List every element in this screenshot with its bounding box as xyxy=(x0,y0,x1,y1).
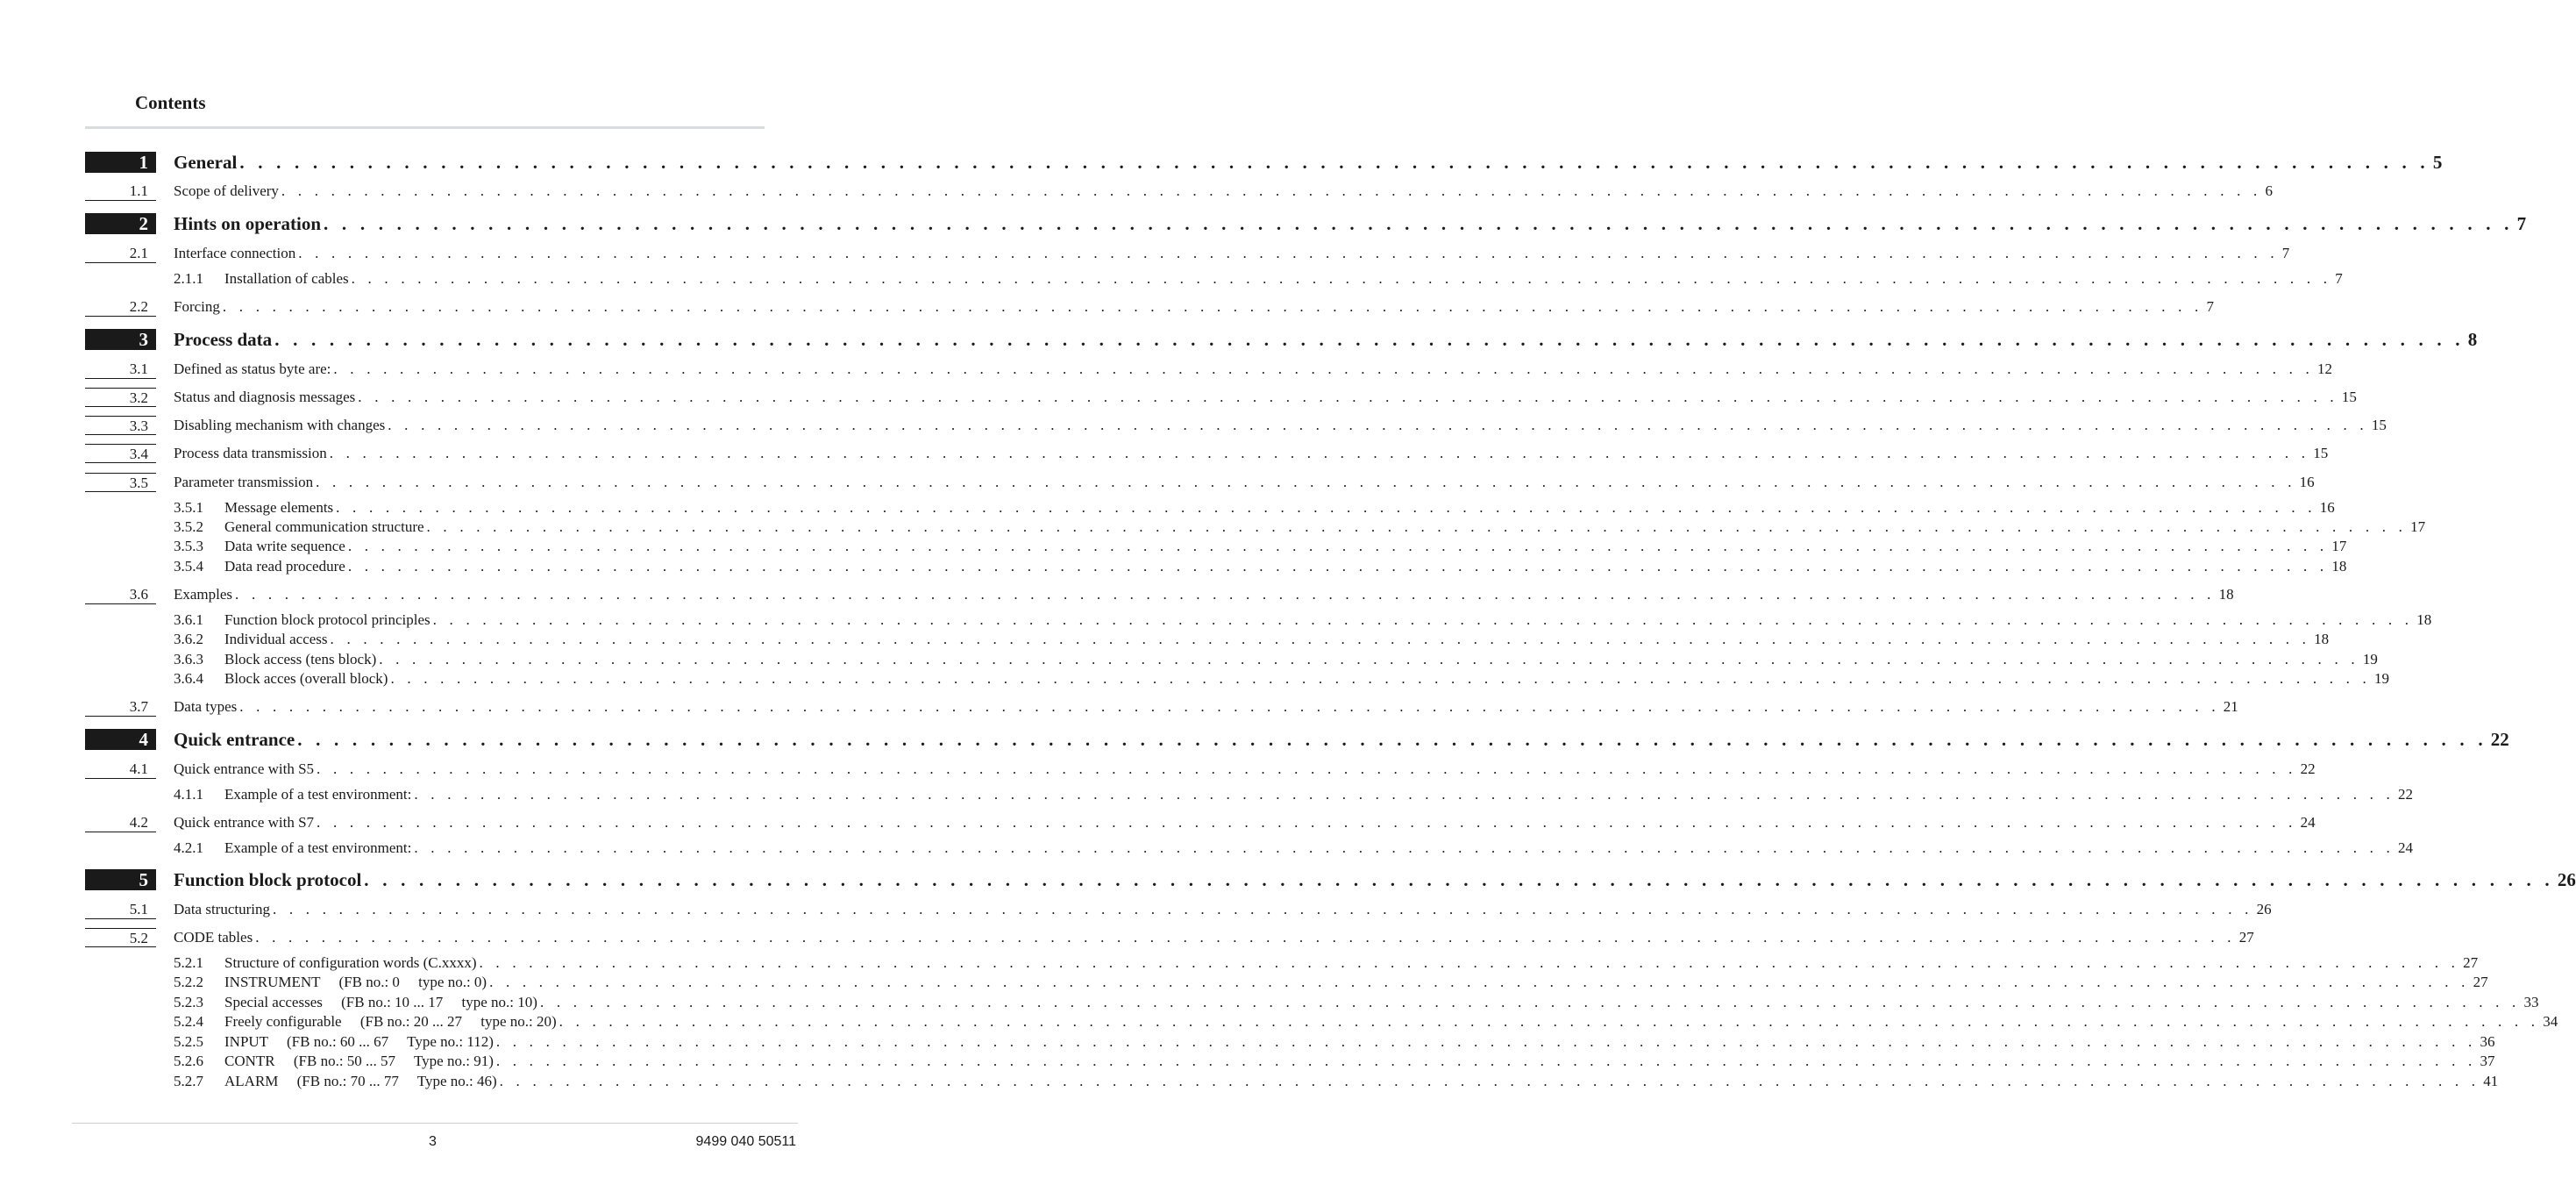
page-reference: 27 xyxy=(2473,974,2488,990)
page-reference: 7 xyxy=(2335,270,2343,287)
section-number: 2.1 xyxy=(85,244,156,263)
entry-title-text: General communication structure xyxy=(224,518,424,535)
entry-title xyxy=(174,1032,494,1052)
page-reference: 17 xyxy=(2410,518,2426,535)
entry-title xyxy=(174,498,333,518)
page-reference: 18 xyxy=(2331,558,2347,575)
entry-title-text: Block access (tens block) xyxy=(224,651,377,667)
page-reference: 7 xyxy=(2206,298,2214,315)
page-reference: 41 xyxy=(2483,1073,2499,1089)
entry-title-text: Data structuring xyxy=(174,901,270,917)
dot-leader: . . . . . . . . . . . . . . . . . . . . . . . . . . . . . . . . . . . . . . . . . . . . . . . . . . . . . . . . . . . . . . . . . . . . . . . . . . . . . . . . . . . . . . . . . . . . . . . . . . . . . . . . . . . . . . . . . . . . . . . . xyxy=(235,586,2216,603)
subsection-number: 5.2.6 xyxy=(174,1053,203,1069)
page-number: 3 xyxy=(429,1134,437,1149)
entry-title-text: Process data transmission xyxy=(174,445,327,461)
entry-title-text: Examples xyxy=(174,586,233,603)
dot-leader: . . . . . . . . . . . . . . . . . . . . . . . . . . . . . . . . . . . . . . . . . . . . . . . . . . . . . . . . . . . . . . . . . . . . . . . . . . . . . . . . . . . . . . . . . . . . . . . . . . . . . . . . . . . . . . . . . . . . . . . . xyxy=(379,651,2359,667)
page-reference: 17 xyxy=(2331,538,2347,554)
entry-title xyxy=(174,269,349,289)
subsection-number: 5.2.4 xyxy=(174,1013,203,1030)
page-reference: 36 xyxy=(2480,1033,2495,1050)
dot-leader: . . . . . . . . . . . . . . . . . . . . . . . . . . . . . . . . . . . . . . . . . . . . . . . . . . . . . . . . . . . . . . . . . . . . . . . . . . . . . . . . . . . . . . . . . . . . . . . . . . . . . . . . . . . . . . . . . . . . . . . . xyxy=(239,698,2220,715)
page-reference: 18 xyxy=(2314,631,2330,647)
entry-title-text: Individual access xyxy=(224,631,328,647)
section-number: 3.5 xyxy=(85,473,156,492)
dot-leader: . . . . . . . . . . . . . . . . . . . . . . . . . . . . . . . . . . . . . . . . . . . . . . . . . . . . . . . . . . . . . . . . . . . . . . . . . . . . . . . . . . . . . . . . . . . . . . . . . . . . . . . . . . . . . . . . . . . . . . . . xyxy=(347,558,2329,575)
subsection-number: 3.5.3 xyxy=(174,538,203,554)
dot-leader: . . . . . . . . . . . . . . . . . . . . . . . . . . . . . . . . . . . . . . . . . . . . . . . . . . . . . . . . . . . . . . . . . . . . . . . . . . . . . . . . . . . . . . . . . . . . . . . . . . . . . . . . . . . . . . . . . . . . . . . . xyxy=(255,929,2236,946)
page-reference: 16 xyxy=(2299,474,2315,490)
entry-title xyxy=(174,729,295,750)
entry-title-text: CODE tables xyxy=(174,929,253,946)
entry-title-text: Block acces (overall block) xyxy=(224,670,388,687)
subsection-number: 5.2.7 xyxy=(174,1073,203,1089)
section-number: 3.2 xyxy=(85,388,156,407)
entry-title xyxy=(174,1072,497,1091)
page-reference: 7 xyxy=(2281,245,2290,261)
page-reference: 22 xyxy=(2397,786,2413,803)
dot-leader: . . . . . . . . . . . . . . . . . . . . . . . . . . . . . . . . . . . . . . . . . . . . . . . . . . . . . . . . . . . . . . . . . . . . . . . . . . . . . . . . . . . . . . . . . . . . . . . . . . . . . . . . . . . . . . . . . . . . . . . . xyxy=(239,152,2430,173)
entry-title xyxy=(174,973,487,992)
subsection-number: 5.2.1 xyxy=(174,954,203,971)
entry-title xyxy=(174,388,355,407)
page-reference: 33 xyxy=(2523,994,2539,1010)
entry-title-text: INPUT (FB no.: 60 ... 67 Type no.: 112) xyxy=(224,1033,494,1050)
dot-leader: . . . . . . . . . . . . . . . . . . . . . . . . . . . . . . . . . . . . . . . . . . . . . . . . . . . . . . . . . . . . . . . . . . . . . . . . . . . . . . . . . . . . . . . . . . . . . . . . . . . . . . . . . . . . . . . . . . . . . . . . xyxy=(539,994,2521,1010)
page-reference: 8 xyxy=(2467,329,2478,350)
dot-leader: . . . . . . . . . . . . . . . . . . . . . . . . . . . . . . . . . . . . . . . . . . . . . . . . . . . . . . . . . . . . . . . . . . . . . . . . . . . . . . . . . . . . . . . . . . . . . . . . . . . . . . . . . . . . . . . . . . . . . . . . xyxy=(329,445,2310,461)
entry-title xyxy=(174,869,361,890)
entry-title xyxy=(174,416,385,435)
entry-title xyxy=(174,473,313,492)
entry-title-text: Scope of delivery xyxy=(174,182,279,199)
page-reference: 27 xyxy=(2238,929,2254,946)
entry-title-text: Installation of cables xyxy=(224,270,349,287)
entry-title xyxy=(174,152,237,173)
dot-leader: . . . . . . . . . . . . . . . . . . . . . . . . . . . . . . . . . . . . . . . . . . . . . . . . . . . . . . . . . . . . . . . . . . . . . . . . . . . . . . . . . . . . . . . . . . . . . . . . . . . . . . . . . . . . . . . . . . . . . . . . xyxy=(414,839,2395,856)
chapter-number: 1 xyxy=(85,152,156,173)
entry-title-text: General xyxy=(174,152,238,173)
entry-title xyxy=(174,182,279,201)
entry-title xyxy=(174,813,314,832)
entry-title-text: Defined as status byte are: xyxy=(174,360,331,377)
entry-title xyxy=(174,329,272,350)
entry-title xyxy=(174,900,270,919)
dot-leader: . . . . . . . . . . . . . . . . . . . . . . . . . . . . . . . . . . . . . . . . . . . . . . . . . . . . . . . . . . . . . . . . . . . . . . . . . . . . . . . . . . . . . . . . . . . . . . . . . . . . . . . . . . . . . . . . . . . . . . . . xyxy=(317,760,2297,777)
section-number: 5.1 xyxy=(85,900,156,919)
entry-title xyxy=(174,1012,557,1032)
entry-title-text: Disabling mechanism with changes xyxy=(174,417,386,433)
subsection-number: 3.6.2 xyxy=(174,631,203,647)
section-number: 4.2 xyxy=(85,813,156,832)
entry-title-text: Quick entrance with S7 xyxy=(174,814,315,831)
page-reference: 37 xyxy=(2480,1053,2495,1069)
dot-leader: . . . . . . . . . . . . . . . . . . . . . . . . . . . . . . . . . . . . . . . . . . . . . . . . . . . . . . . . . . . . . . . . . . . . . . . . . . . . . . . . . . . . . . . . . . . . . . . . . . . . . . . . . . . . . . . . . . . . . . . . xyxy=(414,786,2395,803)
dot-leader: . . . . . . . . . . . . . . . . . . . . . . . . . . . . . . . . . . . . . . . . . . . . . . . . . . . . . . . . . . . . . . . . . . . . . . . . . . . . . . . . . . . . . . . . . . . . . . . . . . . . . . . . . . . . . . . . . . . . . . . . xyxy=(426,518,2408,535)
footer-divider xyxy=(72,1123,798,1124)
dot-leader: . . . . . . . . . . . . . . . . . . . . . . . . . . . . . . . . . . . . . . . . . . . . . . . . . . . . . . . . . . . . . . . . . . . . . . . . . . . . . . . . . . . . . . . . . . . . . . . . . . . . . . . . . . . . . . . . . . . . . . . . xyxy=(432,611,2414,628)
entry-title-text: Example of a test environment: xyxy=(224,839,412,856)
entry-title-text: Special accesses (FB no.: 10 ... 17 type no.: 10) xyxy=(224,994,537,1010)
entry-title-text: Hints on operation xyxy=(174,213,322,234)
dot-leader: . . . . . . . . . . . . . . . . . . . . . . . . . . . . . . . . . . . . . . . . . . . . . . . . . . . . . . . . . . . . . . . . . . . . . . . . . . . . . . . . . . . . . . . . . . . . . . . . . . . . . . . . . . . . . . . . . . . . . . . . xyxy=(273,901,2253,917)
entry-title-text: Data read procedure xyxy=(224,558,345,575)
entry-title-text: Message elements xyxy=(224,499,334,516)
chapter-number: 5 xyxy=(85,869,156,890)
section-number: 1.1 xyxy=(85,182,156,201)
entry-title-text: Parameter transmission xyxy=(174,474,314,490)
entry-title-text: Quick entrance xyxy=(174,729,295,750)
chapter-number: 3 xyxy=(85,329,156,350)
entry-title xyxy=(174,650,376,669)
entry-title xyxy=(174,1052,494,1071)
entry-title xyxy=(174,760,314,779)
dot-leader: . . . . . . . . . . . . . . . . . . . . . . . . . . . . . . . . . . . . . . . . . . . . . . . . . . . . . . . . . . . . . . . . . . . . . . . . . . . . . . . . . . . . . . . . . . . . . . . . . . . . . . . . . . . . . . . . . . . . . . . . xyxy=(351,270,2332,287)
entry-title-text: CONTR (FB no.: 50 ... 57 Type no.: 91) xyxy=(224,1053,494,1069)
entry-title xyxy=(174,839,411,858)
entry-title xyxy=(174,785,411,804)
entry-title-text: Quick entrance with S5 xyxy=(174,760,315,777)
dot-leader: . . . . . . . . . . . . . . . . . . . . . . . . . . . . . . . . . . . . . . . . . . . . . . . . . . . . . . . . . . . . . . . . . . . . . . . . . . . . . . . . . . . . . . . . . . . . . . . . . . . . . . . . . . . . . . . . . . . . . . . . xyxy=(347,538,2329,554)
section-number: 3.4 xyxy=(85,444,156,463)
entry-title xyxy=(174,630,328,649)
page-reference: 22 xyxy=(2490,729,2509,750)
dot-leader: . . . . . . . . . . . . . . . . . . . . . . . . . . . . . . . . . . . . . . . . . . . . . . . . . . . . . . . . . . . . . . . . . . . . . . . . . . . . . . . . . . . . . . . . . . . . . . . . . . . . . . . . . . . . . . . . . . . . . . . . xyxy=(364,869,2554,890)
page-reference: 5 xyxy=(2432,152,2443,173)
subsection-number: 3.5.4 xyxy=(174,558,203,575)
entry-title-text: Example of a test environment: xyxy=(224,786,412,803)
dot-leader: . . . . . . . . . . . . . . . . . . . . . . . . . . . . . . . . . . . . . . . . . . . . . . . . . . . . . . . . . . . . . . . . . . . . . . . . . . . . . . . . . . . . . . . . . . . . . . . . . . . . . . . . . . . . . . . . . . . . . . . . xyxy=(317,814,2297,831)
dot-leader: . . . . . . . . . . . . . . . . . . . . . . . . . . . . . . . . . . . . . . . . . . . . . . . . . . . . . . . . . . . . . . . . . . . . . . . . . . . . . . . . . . . . . . . . . . . . . . . . . . . . . . . . . . . . . . . . . . . . . . . . xyxy=(499,1073,2480,1089)
entry-title xyxy=(174,953,477,973)
dot-leader: . . . . . . . . . . . . . . . . . . . . . . . . . . . . . . . . . . . . . . . . . . . . . . . . . . . . . . . . . . . . . . . . . . . . . . . . . . . . . . . . . . . . . . . . . . . . . . . . . . . . . . . . . . . . . . . . . . . . . . . . xyxy=(495,1033,2477,1050)
dot-leader: . . . . . . . . . . . . . . . . . . . . . . . . . . . . . . . . . . . . . . . . . . . . . . . . . . . . . . . . . . . . . . . . . . . . . . . . . . . . . . . . . . . . . . . . . . . . . . . . . . . . . . . . . . . . . . . . . . . . . . . . xyxy=(479,954,2460,971)
entry-title xyxy=(174,669,388,689)
entry-title xyxy=(174,537,345,556)
page-reference: 21 xyxy=(2223,698,2238,715)
subsection-number: 3.6.3 xyxy=(174,651,203,667)
dot-leader: . . . . . . . . . . . . . . . . . . . . . . . . . . . . . . . . . . . . . . . . . . . . . . . . . . . . . . . . . . . . . . . . . . . . . . . . . . . . . . . . . . . . . . . . . . . . . . . . . . . . . . . . . . . . . . . . . . . . . . . . xyxy=(388,417,2368,433)
entry-title xyxy=(174,213,321,234)
section-number: 3.6 xyxy=(85,585,156,604)
entry-title xyxy=(174,518,424,537)
subsection-number: 5.2.2 xyxy=(174,974,203,990)
entry-title xyxy=(174,360,331,379)
page-reference: 18 xyxy=(2218,586,2234,603)
entry-title-text: ALARM (FB no.: 70 ... 77 Type no.: 46) xyxy=(224,1073,497,1089)
dot-leader: . . . . . . . . . . . . . . . . . . . . . . . . . . . . . . . . . . . . . . . . . . . . . . . . . . . . . . . . . . . . . . . . . . . . . . . . . . . . . . . . . . . . . . . . . . . . . . . . . . . . . . . . . . . . . . . . . . . . . . . . xyxy=(336,499,2316,516)
entry-title xyxy=(174,610,431,630)
page-reference: 24 xyxy=(2397,839,2413,856)
page-reference: 22 xyxy=(2300,760,2316,777)
entry-title-text: Process data xyxy=(174,329,273,350)
entry-title xyxy=(174,244,295,263)
page-reference: 19 xyxy=(2374,670,2390,687)
subsection-number: 4.2.1 xyxy=(174,839,203,856)
page-reference: 34 xyxy=(2543,1013,2558,1030)
dot-leader: . . . . . . . . . . . . . . . . . . . . . . . . . . . . . . . . . . . . . . . . . . . . . . . . . . . . . . . . . . . . . . . . . . . . . . . . . . . . . . . . . . . . . . . . . . . . . . . . . . . . . . . . . . . . . . . . . . . . . . . . xyxy=(358,389,2338,405)
entry-title-text: Structure of configuration words (C.xxxx) xyxy=(224,954,477,971)
entry-title xyxy=(174,297,220,317)
section-number: 5.2 xyxy=(85,928,156,947)
entry-title-text: Interface connection xyxy=(174,245,296,261)
page-reference: 7 xyxy=(2516,213,2527,234)
section-number: 2.2 xyxy=(85,297,156,317)
page-title: Contents xyxy=(135,92,206,113)
section-number: 3.3 xyxy=(85,416,156,435)
page-reference: 27 xyxy=(2463,954,2479,971)
subsection-number: 3.5.1 xyxy=(174,499,203,516)
entry-title xyxy=(174,697,237,717)
dot-leader: . . . . . . . . . . . . . . . . . . . . . . . . . . . . . . . . . . . . . . . . . . . . . . . . . . . . . . . . . . . . . . . . . . . . . . . . . . . . . . . . . . . . . . . . . . . . . . . . . . . . . . . . . . . . . . . . . . . . . . . . xyxy=(324,213,2514,234)
page-reference: 16 xyxy=(2319,499,2335,516)
page-reference: 26 xyxy=(2557,869,2576,890)
dot-leader: . . . . . . . . . . . . . . . . . . . . . . . . . . . . . . . . . . . . . . . . . . . . . . . . . . . . . . . . . . . . . . . . . . . . . . . . . . . . . . . . . . . . . . . . . . . . . . . . . . . . . . . . . . . . . . . . . . . . . . . . xyxy=(316,474,2296,490)
dot-leader: . . . . . . . . . . . . . . . . . . . . . . . . . . . . . . . . . . . . . . . . . . . . . . . . . . . . . . . . . . . . . . . . . . . . . . . . . . . . . . . . . . . . . . . . . . . . . . . . . . . . . . . . . . . . . . . . . . . . . . . . xyxy=(559,1013,2540,1030)
page-reference: 19 xyxy=(2362,651,2378,667)
page-reference: 18 xyxy=(2416,611,2432,628)
entry-title-text: Data write sequence xyxy=(224,538,345,554)
entry-title xyxy=(174,928,253,947)
section-number: 3.7 xyxy=(85,697,156,717)
dot-leader: . . . . . . . . . . . . . . . . . . . . . . . . . . . . . . . . . . . . . . . . . . . . . . . . . . . . . . . . . . . . . . . . . . . . . . . . . . . . . . . . . . . . . . . . . . . . . . . . . . . . . . . . . . . . . . . . . . . . . . . . xyxy=(330,631,2311,647)
subsection-number: 2.1.1 xyxy=(174,270,203,287)
page-reference: 12 xyxy=(2316,360,2332,377)
entry-title-text: Function block protocol xyxy=(174,869,362,890)
entry-title-text: INSTRUMENT (FB no.: 0 type no.: 0) xyxy=(224,974,487,990)
entry-title xyxy=(174,585,232,604)
entry-title-text: Status and diagnosis messages xyxy=(174,389,356,405)
chapter-number: 2 xyxy=(85,213,156,234)
page-reference: 26 xyxy=(2256,901,2272,917)
page-reference: 6 xyxy=(2265,182,2273,199)
dot-leader: . . . . . . . . . . . . . . . . . . . . . . . . . . . . . . . . . . . . . . . . . . . . . . . . . . . . . . . . . . . . . . . . . . . . . . . . . . . . . . . . . . . . . . . . . . . . . . . . . . . . . . . . . . . . . . . . . . . . . . . . xyxy=(297,729,2487,750)
entry-title-text: Function block protocol principles xyxy=(224,611,431,628)
page-reference: 15 xyxy=(2341,389,2357,405)
dot-leader: . . . . . . . . . . . . . . . . . . . . . . . . . . . . . . . . . . . . . . . . . . . . . . . . . . . . . . . . . . . . . . . . . . . . . . . . . . . . . . . . . . . . . . . . . . . . . . . . . . . . . . . . . . . . . . . . . . . . . . . . xyxy=(495,1053,2477,1069)
dot-leader: . . . . . . . . . . . . . . . . . . . . . . . . . . . . . . . . . . . . . . . . . . . . . . . . . . . . . . . . . . . . . . . . . . . . . . . . . . . . . . . . . . . . . . . . . . . . . . . . . . . . . . . . . . . . . . . . . . . . . . . . xyxy=(274,329,2465,350)
entry-title-text: Data types xyxy=(174,698,238,715)
subsection-number: 4.1.1 xyxy=(174,786,203,803)
dot-leader: . . . . . . . . . . . . . . . . . . . . . . . . . . . . . . . . . . . . . . . . . . . . . . . . . . . . . . . . . . . . . . . . . . . . . . . . . . . . . . . . . . . . . . . . . . . . . . . . . . . . . . . . . . . . . . . . . . . . . . . . xyxy=(222,298,2203,315)
dot-leader: . . . . . . . . . . . . . . . . . . . . . . . . . . . . . . . . . . . . . . . . . . . . . . . . . . . . . . . . . . . . . . . . . . . . . . . . . . . . . . . . . . . . . . . . . . . . . . . . . . . . . . . . . . . . . . . . . . . . . . . . xyxy=(281,182,2262,199)
chapter-number: 4 xyxy=(85,729,156,750)
entry-title-text: Forcing xyxy=(174,298,220,315)
document-code: 9499 040 50511 xyxy=(695,1134,796,1149)
page-reference: 24 xyxy=(2300,814,2316,831)
subsection-number: 3.6.4 xyxy=(174,670,203,687)
page-reference: 15 xyxy=(2313,445,2329,461)
section-number: 3.1 xyxy=(85,360,156,379)
entry-title-text: Freely configurable (FB no.: 20 ... 27 type no.: 20) xyxy=(224,1013,557,1030)
dot-leader: . . . . . . . . . . . . . . . . . . . . . . . . . . . . . . . . . . . . . . . . . . . . . . . . . . . . . . . . . . . . . . . . . . . . . . . . . . . . . . . . . . . . . . . . . . . . . . . . . . . . . . . . . . . . . . . . . . . . . . . . xyxy=(390,670,2372,687)
subsection-number: 3.5.2 xyxy=(174,518,203,535)
entry-title xyxy=(174,557,345,576)
entry-title xyxy=(174,444,327,463)
subsection-number: 3.6.1 xyxy=(174,611,203,628)
dot-leader: . . . . . . . . . . . . . . . . . . . . . . . . . . . . . . . . . . . . . . . . . . . . . . . . . . . . . . . . . . . . . . . . . . . . . . . . . . . . . . . . . . . . . . . . . . . . . . . . . . . . . . . . . . . . . . . . . . . . . . . . xyxy=(333,360,2314,377)
entry-title xyxy=(174,993,537,1012)
subsection-number: 5.2.5 xyxy=(174,1033,203,1050)
section-number: 4.1 xyxy=(85,760,156,779)
page-reference: 15 xyxy=(2371,417,2387,433)
dot-leader: . . . . . . . . . . . . . . . . . . . . . . . . . . . . . . . . . . . . . . . . . . . . . . . . . . . . . . . . . . . . . . . . . . . . . . . . . . . . . . . . . . . . . . . . . . . . . . . . . . . . . . . . . . . . . . . . . . . . . . . . xyxy=(489,974,2470,990)
subsection-number: 5.2.3 xyxy=(174,994,203,1010)
dot-leader: . . . . . . . . . . . . . . . . . . . . . . . . . . . . . . . . . . . . . . . . . . . . . . . . . . . . . . . . . . . . . . . . . . . . . . . . . . . . . . . . . . . . . . . . . . . . . . . . . . . . . . . . . . . . . . . . . . . . . . . . xyxy=(298,245,2279,261)
